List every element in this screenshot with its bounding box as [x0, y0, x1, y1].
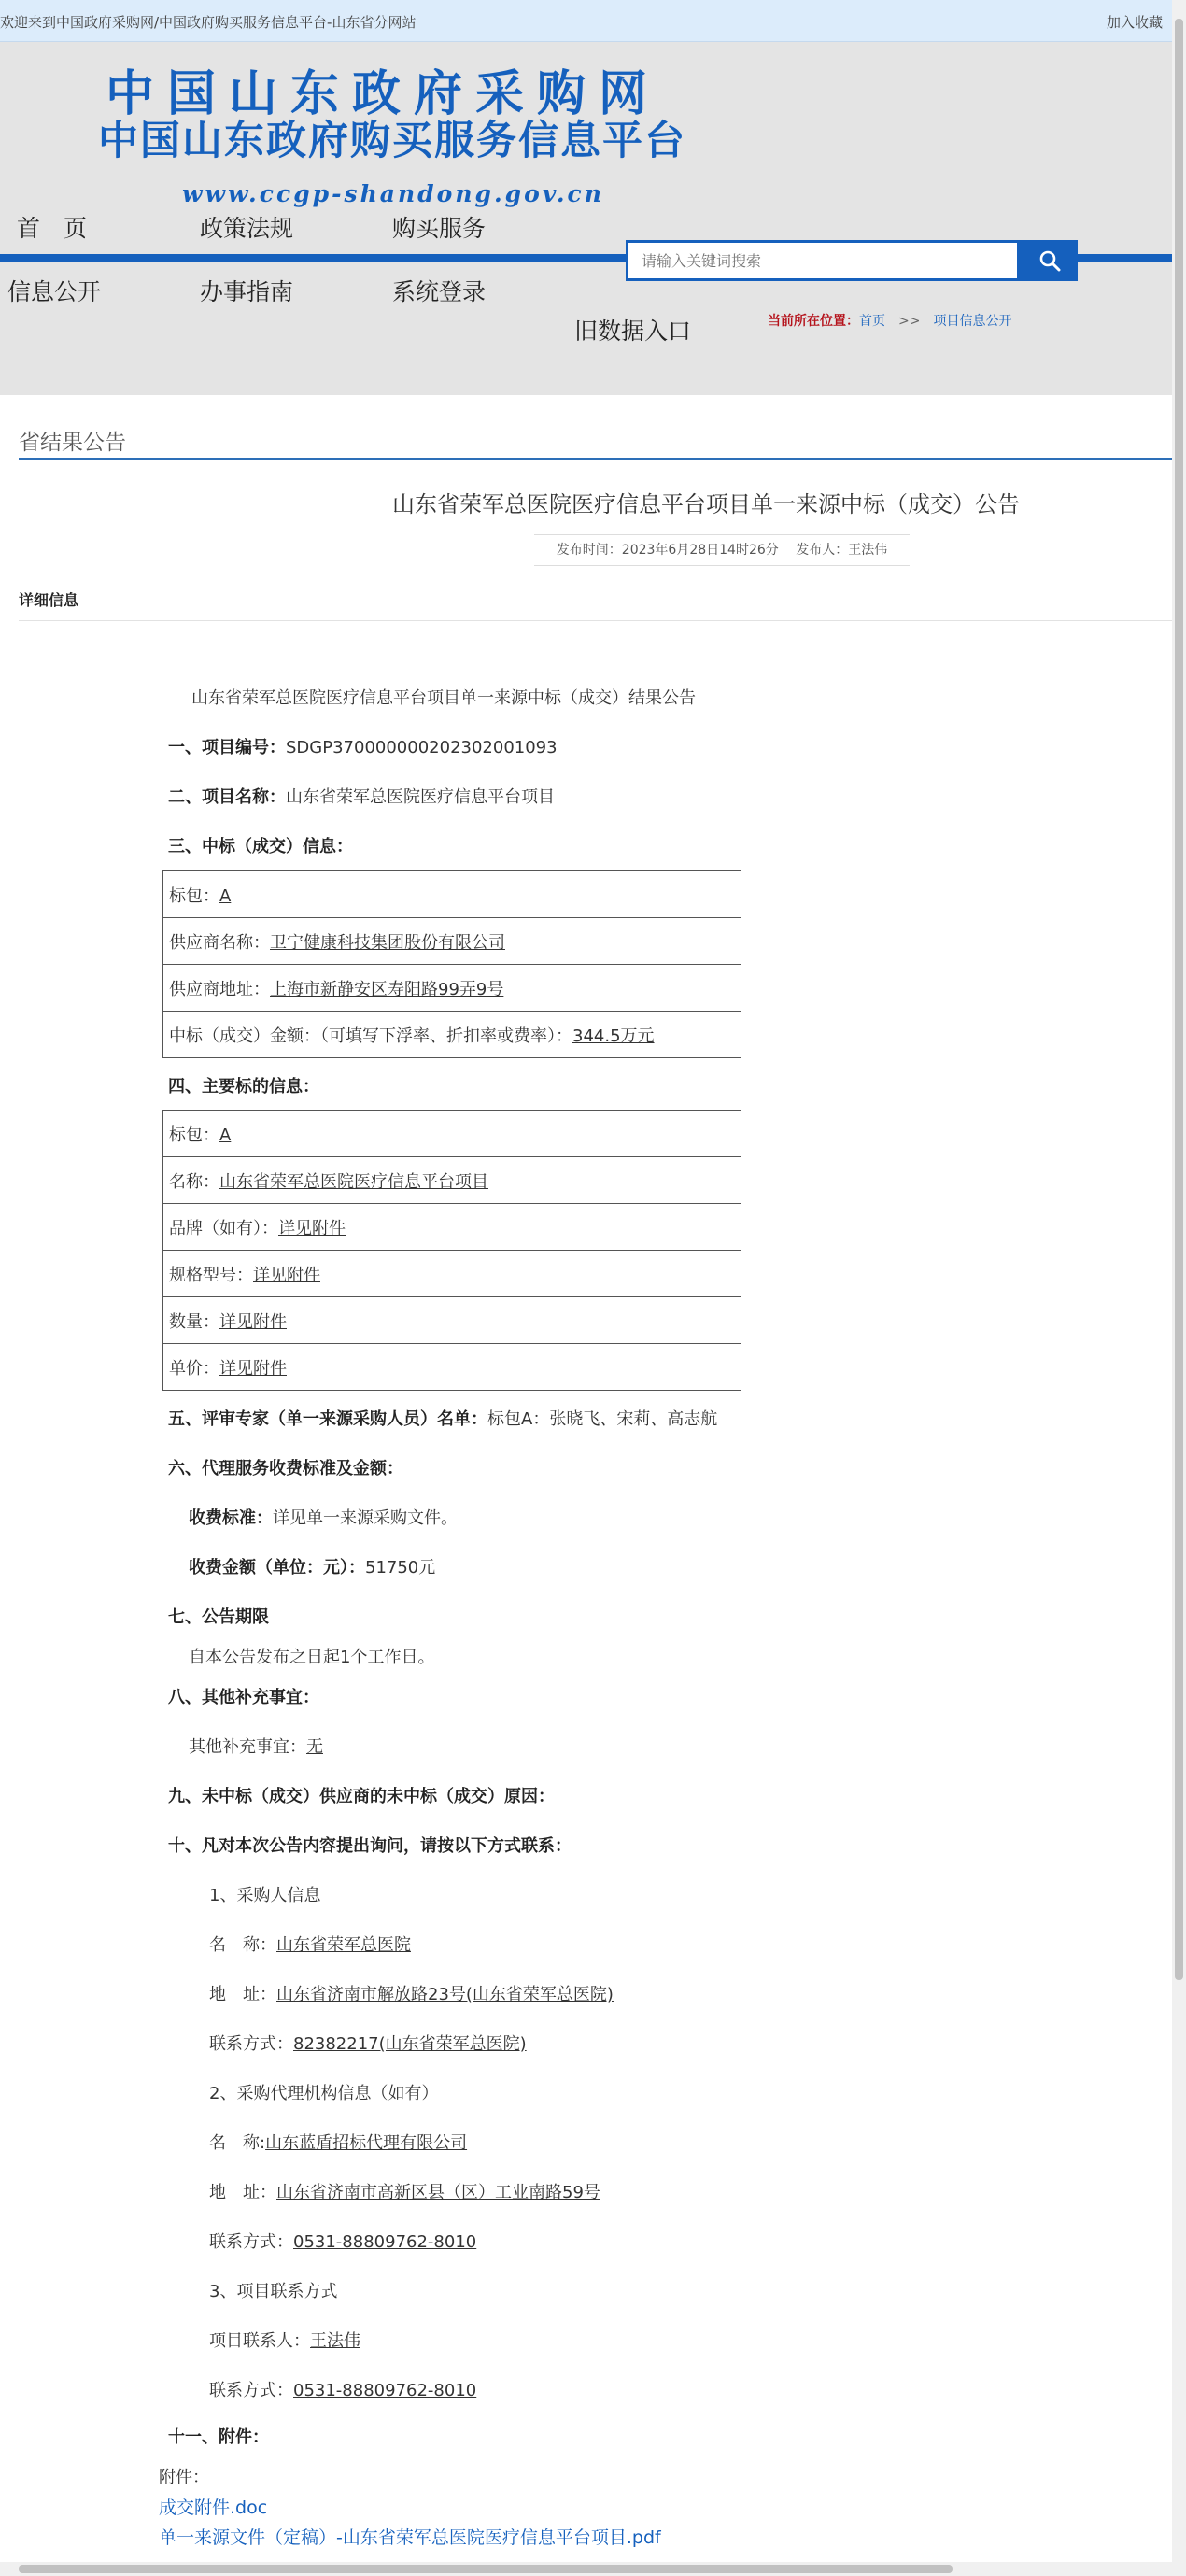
agency-phone-label: 联系方式：	[209, 2232, 293, 2252]
nav-policy[interactable]: 政策法规	[200, 215, 294, 242]
site-header	[0, 42, 1172, 395]
nav-old-data[interactable]: 旧数据入口	[574, 318, 692, 345]
cell-label: 数量：	[169, 1311, 219, 1332]
agency-fee-heading	[168, 1455, 403, 1479]
table-row	[163, 871, 741, 918]
project-number-value: SDGP370000000202302001093	[286, 738, 558, 757]
project-contact-phone-value: 0531-88809762-8010	[293, 2381, 477, 2400]
experts-value: 标包A：张晓飞、宋莉、高志航	[487, 1409, 718, 1429]
contact-heading-text: 十、凡对本次公告内容提出询问，请按以下方式联系：	[168, 1836, 572, 1856]
purchaser-name	[209, 1932, 411, 1956]
award-info-heading-text: 三、中标（成交）信息：	[168, 837, 353, 856]
horizontal-scrollbar[interactable]	[0, 2562, 1186, 2576]
cell-value: 卫宁健康科技集团股份有限公司	[270, 932, 505, 953]
cell-label: 供应商地址：	[169, 979, 270, 999]
table-cell	[163, 1204, 741, 1251]
unsuccessful-reason-heading-text: 九、未中标（成交）供应商的未中标（成交）原因：	[168, 1787, 555, 1806]
logo-line1: 中国山东政府采购网	[106, 65, 661, 122]
contact-heading	[168, 1833, 572, 1857]
table-cell	[163, 965, 741, 1012]
breadcrumb-current[interactable]: 项目信息公开	[933, 314, 1012, 329]
experts	[168, 1406, 717, 1430]
project-contact-title: 3、项目联系方式	[209, 2282, 338, 2301]
project-name	[168, 784, 555, 808]
breadcrumb-label: 当前所在位置：	[768, 314, 859, 329]
project-contact-person	[209, 2328, 360, 2352]
table-row	[163, 1204, 741, 1251]
vertical-scroll-thumb[interactable]	[1175, 19, 1183, 1980]
agency-info-title: 2、采购代理机构信息（如有）	[209, 2084, 439, 2103]
cell-label: 品牌（如有）：	[169, 1218, 278, 1238]
cell-value: 详见附件	[253, 1265, 320, 1285]
other-matters	[189, 1734, 323, 1758]
fee-amount-value: 51750元	[365, 1558, 436, 1578]
other-matters-heading	[168, 1684, 319, 1708]
cell-label: 标包：	[169, 885, 219, 906]
vertical-scrollbar[interactable]	[1172, 0, 1186, 2562]
cell-label: 单价：	[169, 1358, 219, 1379]
project-contact-phone	[209, 2377, 476, 2401]
fee-standard	[189, 1505, 458, 1529]
main-item-table	[162, 1110, 741, 1391]
project-name-value: 山东省荣军总医院医疗信息平台项目	[286, 787, 555, 807]
welcome-text: 欢迎来到中国政府采购网/中国政府购买服务信息平台-山东省分网站	[0, 14, 417, 31]
project-contact-person-label: 项目联系人：	[209, 2331, 310, 2351]
search-box	[626, 240, 1020, 281]
table-row	[163, 1157, 741, 1204]
cell-label: 供应商名称：	[169, 932, 270, 953]
table-cell	[163, 871, 741, 918]
project-contact-person-value: 王法伟	[310, 2331, 360, 2351]
experts-label: 五、评审专家（单一来源采购人员）名单：	[168, 1409, 487, 1429]
horizontal-scroll-thumb[interactable]	[19, 2565, 953, 2573]
agency-phone	[209, 2229, 476, 2253]
fee-standard-label: 收费标准：	[189, 1508, 273, 1528]
breadcrumb-home[interactable]: 首页	[859, 314, 885, 329]
award-info-heading	[168, 833, 353, 857]
table-cell	[163, 1157, 741, 1204]
site-logo[interactable]	[98, 65, 705, 229]
logo-line2: 中国山东政府购买服务信息平台	[98, 118, 686, 164]
notice-period-heading	[168, 1604, 269, 1628]
section-title: 省结果公告	[19, 431, 126, 455]
section-divider	[19, 458, 1172, 460]
cell-value: A	[219, 885, 232, 906]
main-item-heading-text: 四、主要标的信息：	[168, 1077, 319, 1097]
project-number-label: 一、项目编号：	[168, 738, 286, 757]
cell-value: 山东省荣军总医院医疗信息平台项目	[219, 1171, 488, 1192]
purchaser-address-value: 山东省济南市解放路23号(山东省荣军总医院)	[276, 1985, 614, 2004]
other-matters-label: 其他补充事宜：	[189, 1737, 306, 1757]
table-cell	[163, 1344, 741, 1391]
add-favorite-link[interactable]: 加入收藏	[1106, 14, 1163, 31]
table-row	[163, 1111, 741, 1157]
attachment-link-doc[interactable]: 成交附件.doc	[159, 2498, 268, 2518]
purchaser-name-label: 名 称：	[209, 1935, 276, 1955]
main-item-heading	[168, 1073, 319, 1097]
cell-label: 规格型号：	[169, 1265, 253, 1285]
table-cell	[163, 1111, 741, 1157]
purchaser-phone-label: 联系方式：	[209, 2034, 293, 2054]
nav-guide[interactable]: 办事指南	[200, 278, 294, 305]
unsuccessful-reason-heading	[168, 1783, 555, 1807]
purchaser-info-title: 1、采购人信息	[209, 1886, 321, 1905]
attachments-heading	[168, 2424, 269, 2448]
purchaser-address	[209, 1981, 614, 2005]
project-number	[168, 734, 558, 758]
breadcrumb-separator: >>	[898, 314, 921, 329]
agency-name-value: 山东蓝盾招标代理有限公司	[265, 2133, 468, 2153]
table-row	[163, 918, 741, 965]
notice-period-heading-text: 七、公告期限	[168, 1607, 269, 1627]
table-row	[163, 1344, 741, 1391]
other-matters-heading-text: 八、其他补充事宜：	[168, 1688, 319, 1707]
search-icon	[1038, 249, 1061, 272]
attachments-heading-text: 十一、附件：	[168, 2427, 269, 2447]
project-name-label: 二、项目名称：	[168, 787, 286, 807]
breadcrumb	[768, 311, 1011, 330]
purchaser-phone-value: 82382217(山东省荣军总医院)	[293, 2034, 527, 2054]
project-contact-phone-label: 联系方式：	[209, 2381, 293, 2400]
agency-phone-value: 0531-88809762-8010	[293, 2232, 477, 2252]
purchaser-phone	[209, 2031, 527, 2055]
cell-value: A	[219, 1125, 232, 1145]
agency-name-label: 名 称:	[209, 2133, 266, 2153]
cell-value: 详见附件	[219, 1358, 287, 1379]
cell-value: 详见附件	[278, 1218, 346, 1238]
cell-label: 中标（成交）金额：（可填写下浮率、折扣率或费率）：	[169, 1026, 572, 1046]
table-cell	[163, 1012, 741, 1058]
purchaser-name-value: 山东省荣军总医院	[276, 1935, 411, 1955]
agency-fee-heading-text: 六、代理服务收费标准及金额：	[168, 1459, 403, 1479]
cell-value: 上海市新静安区寿阳路99弄9号	[270, 979, 504, 999]
logo-url: www.ccgp-shandong.gov.cn	[182, 180, 604, 207]
cell-value: 344.5万元	[572, 1026, 655, 1046]
table-row	[163, 1012, 741, 1058]
publish-meta: 发布时间：2023年6月28日14时26分 发布人：王法伟	[534, 534, 910, 566]
table-row	[163, 965, 741, 1012]
top-bar	[0, 0, 1172, 42]
cell-label: 名称：	[169, 1171, 219, 1192]
table-cell	[163, 918, 741, 965]
detail-label: 详细信息	[19, 591, 79, 609]
fee-amount	[189, 1554, 435, 1578]
fee-amount-label: 收费金额（单位：元）：	[189, 1558, 365, 1578]
fee-standard-value: 详见单一来源采购文件。	[273, 1508, 458, 1528]
cell-value: 详见附件	[219, 1311, 287, 1332]
table-cell	[163, 1297, 741, 1344]
page-title: 山东省荣军总医院医疗信息平台项目单一来源中标（成交）公告	[392, 491, 1020, 517]
agency-address-label: 地 址：	[209, 2183, 276, 2202]
detail-divider	[19, 620, 1172, 621]
attachment-link-pdf[interactable]: 单一来源文件（定稿）-山东省荣军总医院医疗信息平台项目.pdf	[159, 2527, 661, 2548]
search-button[interactable]	[1020, 240, 1078, 281]
agency-address-value: 山东省济南市高新区县（区）工业南路59号	[276, 2183, 600, 2202]
table-row	[163, 1297, 741, 1344]
agency-address	[209, 2179, 600, 2203]
table-row	[163, 1251, 741, 1297]
award-info-table	[162, 870, 741, 1058]
attachments-label: 附件：	[159, 2468, 209, 2487]
nav-login[interactable]: 系统登录	[392, 278, 487, 305]
cell-label: 标包：	[169, 1125, 219, 1145]
purchaser-address-label: 地 址：	[209, 1985, 276, 2004]
table-cell	[163, 1251, 741, 1297]
notice-period-value: 自本公告发布之日起1个工作日。	[189, 1648, 435, 1667]
nav-home[interactable]: 首 页	[17, 215, 88, 242]
other-matters-value: 无	[306, 1737, 323, 1757]
agency-name	[209, 2130, 467, 2154]
announcement-subtitle: 山东省荣军总医院医疗信息平台项目单一来源中标（成交）结果公告	[191, 688, 696, 708]
nav-info-public[interactable]: 信息公开	[7, 278, 102, 305]
nav-purchase-service[interactable]: 购买服务	[392, 215, 487, 242]
search-input[interactable]	[628, 243, 1017, 278]
